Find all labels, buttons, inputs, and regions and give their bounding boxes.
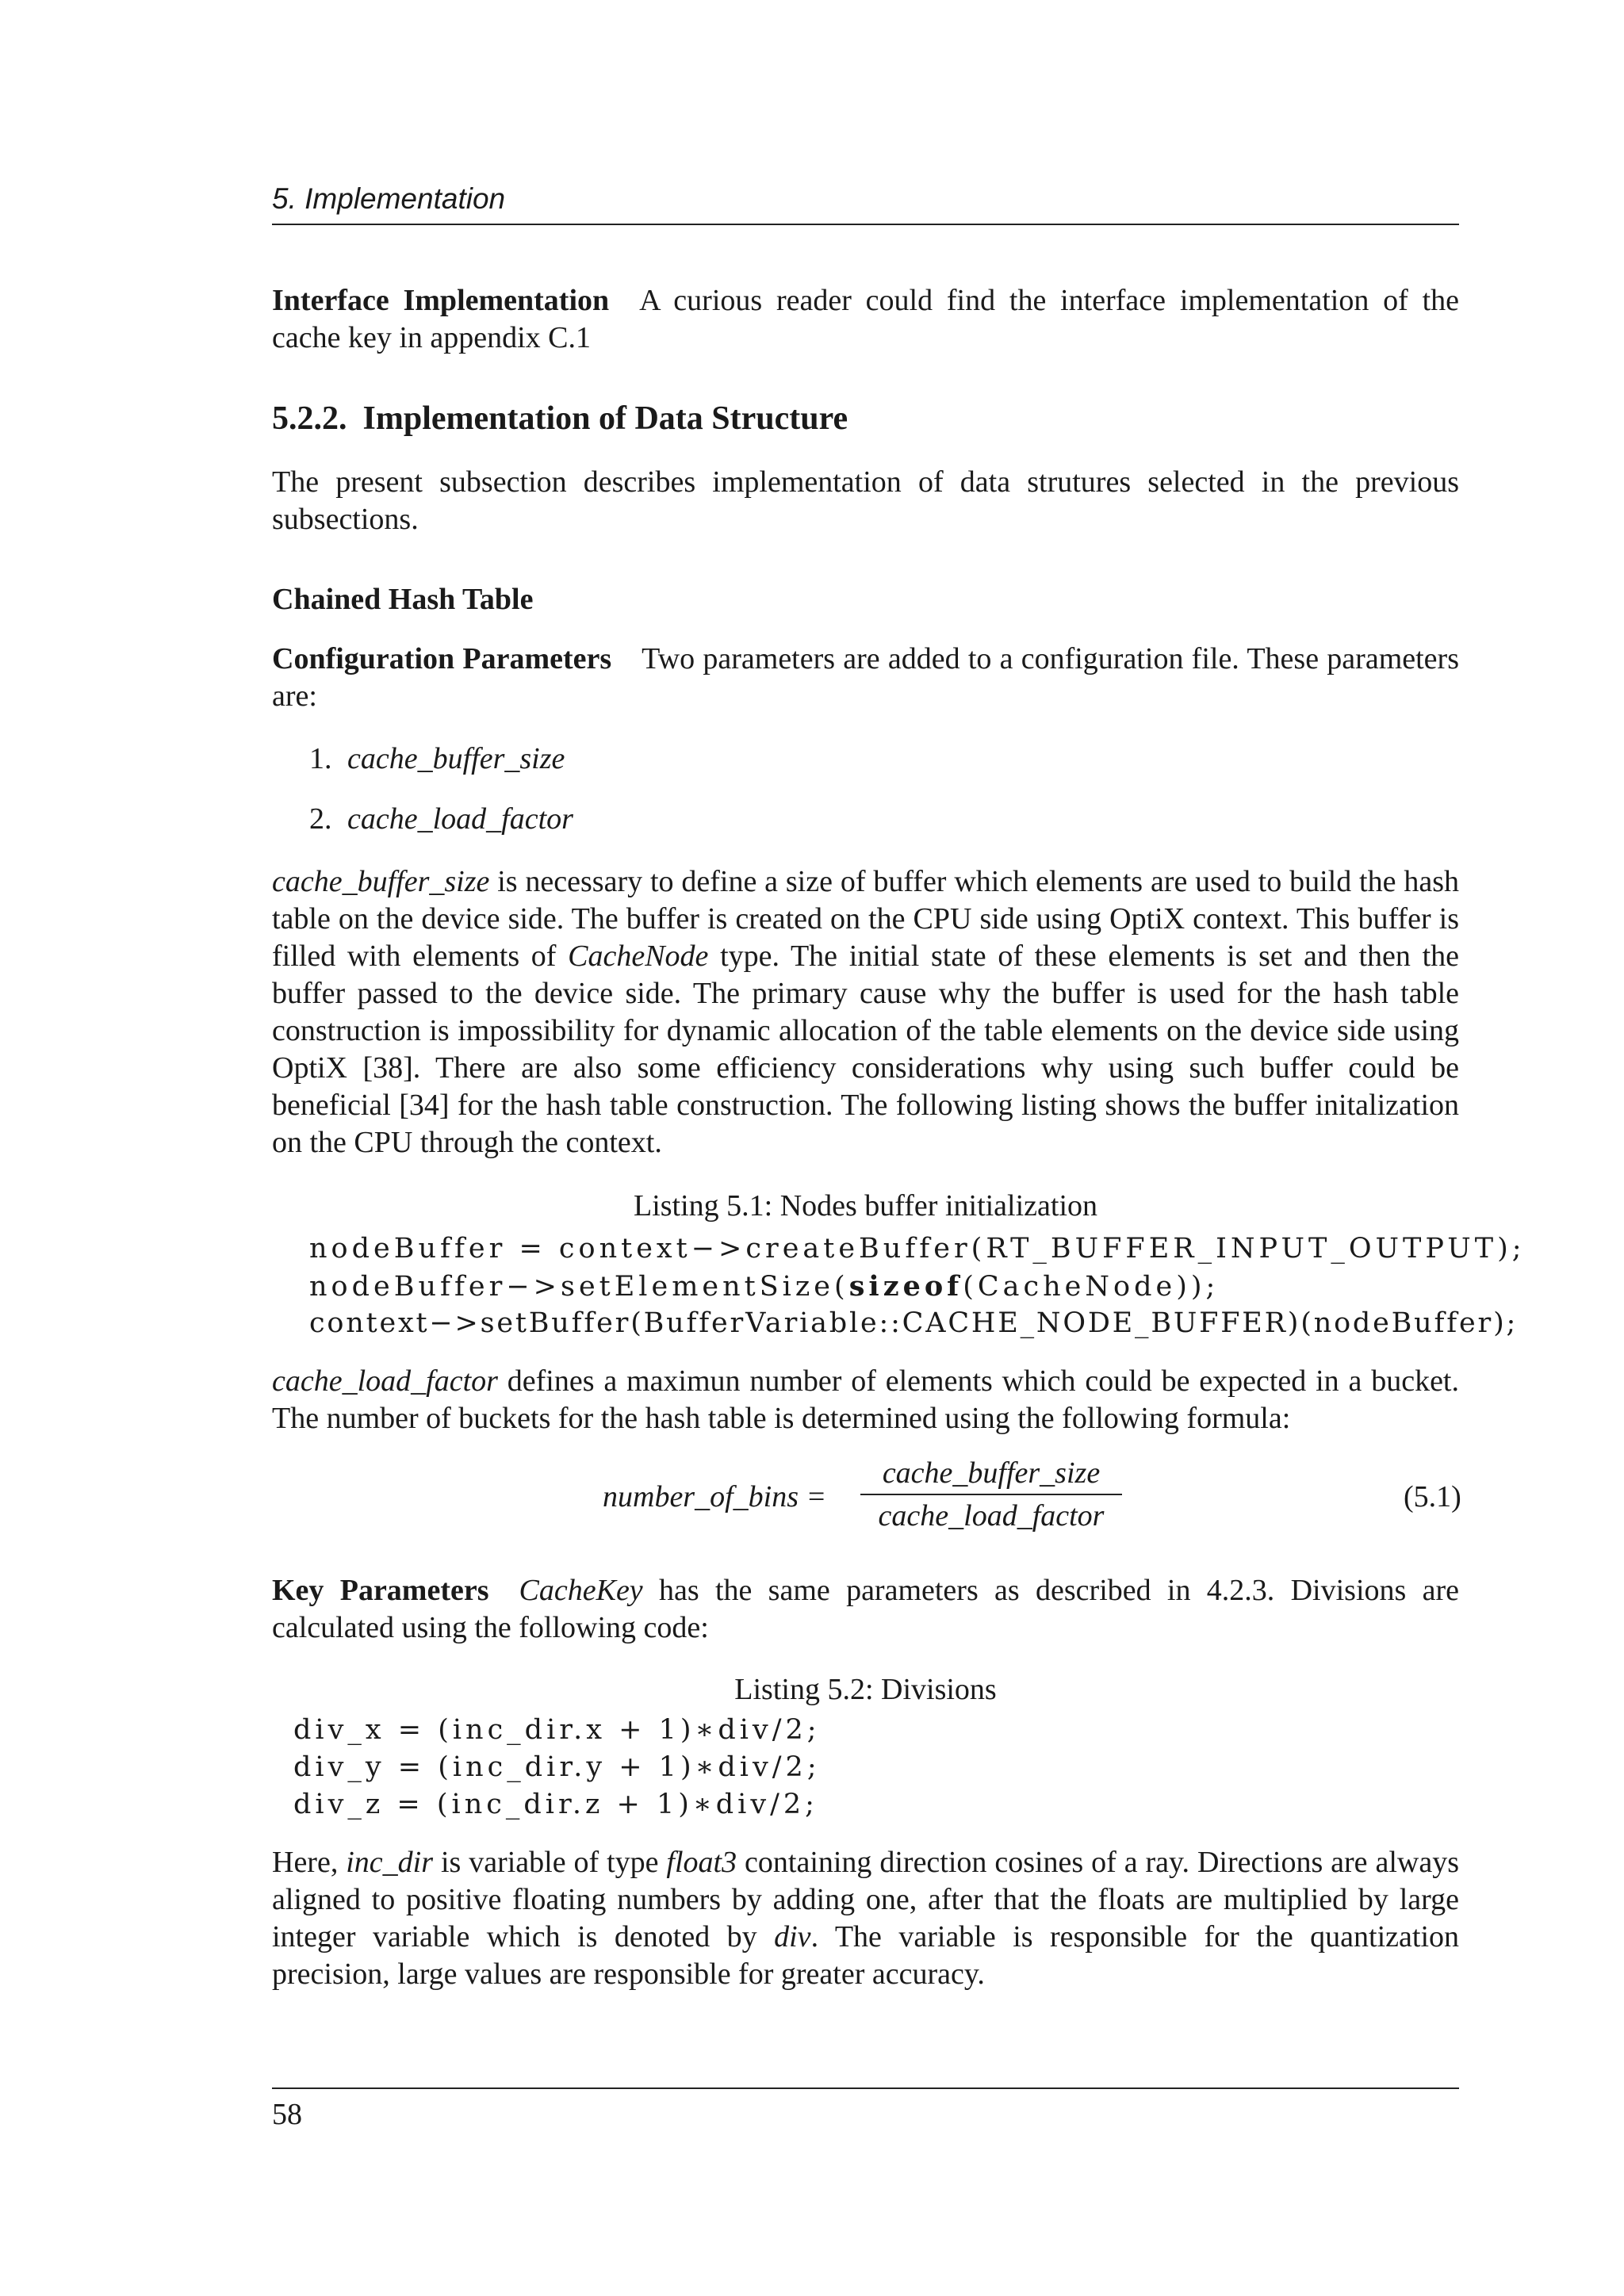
section-heading xyxy=(272,398,848,439)
equation-lhs: number_of_bins = xyxy=(603,1480,827,1513)
key-params-paragraph xyxy=(272,1572,1459,1647)
page-number: 58 xyxy=(272,2098,302,2131)
list-item xyxy=(309,801,573,838)
final-paragraph xyxy=(272,1844,1459,1993)
code-fragment: nodeBuffer−>setElementSize( xyxy=(309,1271,849,1303)
code-line: div_y = (inc_dir.y + 1)∗div/2; xyxy=(293,1751,821,1783)
code-keyword: sizeof xyxy=(848,1270,963,1303)
code-fragment: (CacheNode)); xyxy=(963,1271,1220,1303)
equation xyxy=(603,1455,1126,1534)
subsection-heading: Chained Hash Table xyxy=(272,583,534,616)
interface-text: A curious reader could find the interface implementation of the cache key in appendix C.1 xyxy=(272,284,1459,354)
load-factor-paragraph xyxy=(272,1363,1459,1437)
config-lead: Configuration Parameters xyxy=(272,642,612,675)
cachenode-term: CacheNode xyxy=(568,939,709,973)
list-item-number: 2. xyxy=(309,802,332,836)
list-item-text: cache_buffer_size xyxy=(347,742,565,775)
code-line: div_x = (inc_dir.x + 1)∗div/2; xyxy=(293,1714,821,1746)
config-paragraph xyxy=(272,641,1459,715)
div-term: div xyxy=(774,1920,811,1954)
config-text: Two parameters are added to a configuration file. These parameters are: xyxy=(272,642,1459,713)
load-factor-text: defines a maximun number of elements which could be expected in a bucket. The number of buckets for the hash table is determined using the following formula: xyxy=(272,1364,1459,1435)
interface-lead: Interface Implementation xyxy=(272,284,610,317)
equation-denominator: cache_load_factor xyxy=(878,1499,1105,1533)
equation-numerator: cache_buffer_size xyxy=(882,1456,1101,1490)
interface-paragraph xyxy=(272,282,1459,357)
cachekey-term: CacheKey xyxy=(519,1574,643,1607)
section-number: 5.2.2. xyxy=(272,400,347,437)
listing-caption: Listing 5.2: Divisions xyxy=(734,1673,997,1706)
code-line xyxy=(309,1269,1219,1305)
inc-dir-term: inc_dir xyxy=(346,1846,434,1879)
float3-term: float3 xyxy=(666,1846,737,1879)
header-rule xyxy=(272,224,1459,225)
code-line: div_z = (inc_dir.z + 1)∗div/2; xyxy=(293,1789,818,1820)
final-text: Here, xyxy=(272,1846,347,1879)
key-params-text: has the same parameters as described in 4.2.3. Divisions are calculated using the following code: xyxy=(272,1574,1459,1644)
final-text: containing direction cosines of a ray. Directions are always aligned to positive floating numbers by adding one, after that the floats are multiplied by large integer variable which is denoted by xyxy=(272,1846,1459,1954)
section-intro: The present subsection describes implementation of data strutures selected in the previous subsections. xyxy=(272,465,1459,536)
buffer-text-2: type. The initial state of these elements is set and then the buffer passed to the device side. The primary cause why the buffer is used for the hash table construction is impossibility for dynamic allocation of the table elements on the device side using OptiX [38]. There are also some efficiency considerations why using such buffer could be beneficial [34] for the hash table construction. The following listing shows the buffer initalization on the CPU through the context. xyxy=(272,939,1459,1159)
running-head: 5. Implementation xyxy=(272,182,506,215)
load-factor-term: cache_load_factor xyxy=(272,1364,498,1398)
final-text: . The variable is responsible for the quantization precision, large values are responsible for greater accuracy. xyxy=(272,1920,1460,1991)
equation-fraction xyxy=(860,1455,1122,1534)
list-item-text: cache_load_factor xyxy=(347,802,573,836)
section-title: Implementation of Data Structure xyxy=(362,400,848,437)
final-text: is variable of type xyxy=(433,1846,667,1879)
list-item-number: 1. xyxy=(309,742,332,775)
equation-number: (5.1) xyxy=(1404,1480,1461,1513)
buffer-term: cache_buffer_size xyxy=(272,865,490,898)
buffer-paragraph xyxy=(272,863,1459,1161)
code-line: context−>setBuffer(BufferVariable::CACHE_NODE_BUFFER)(nodeBuffer); xyxy=(309,1307,1519,1339)
list-item xyxy=(309,740,565,778)
listing-caption: Listing 5.1: Nodes buffer initialization xyxy=(633,1189,1098,1223)
fraction-bar xyxy=(860,1494,1122,1495)
code-line: nodeBuffer = context−>createBuffer(RT_BUFFER_INPUT_OUTPUT); xyxy=(309,1233,1526,1265)
buffer-text-1: is necessary to define a size of buffer which elements are used to build the hash table on the device side. The buffer is created on the CPU side using OptiX context. This buffer is filled with elements of xyxy=(272,865,1459,973)
key-params-lead: Key Parameters xyxy=(272,1574,489,1607)
footer-rule xyxy=(272,2087,1459,2089)
